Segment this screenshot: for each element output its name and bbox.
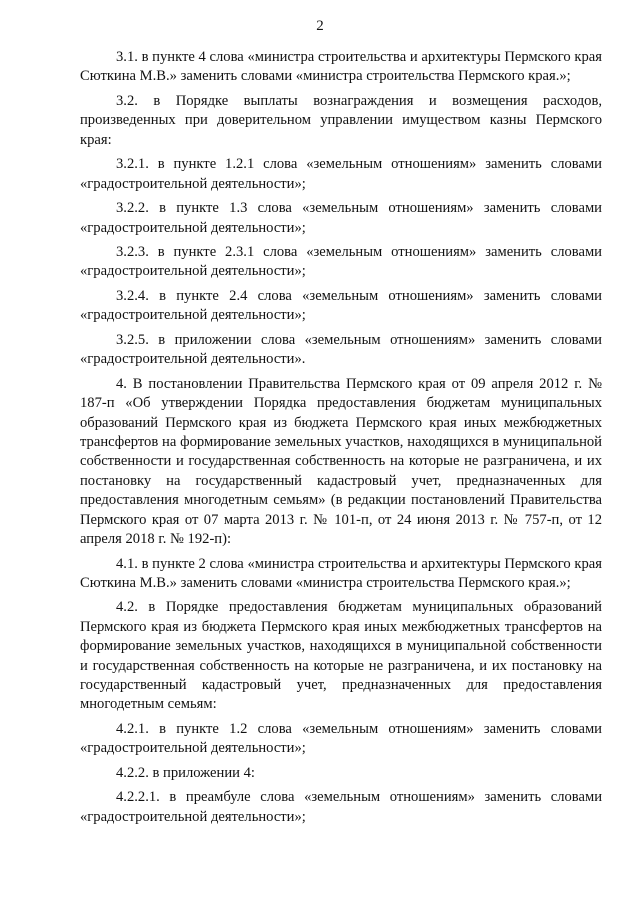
paragraph-3-2-4: 3.2.4. в пункте 2.4 слова «земельным отношениям» заменить словами «градостроительной деятельности»; (80, 287, 602, 324)
paragraph-3-2-1: 3.2.1. в пункте 1.2.1 слова «земельным отношениям» заменить словами «градостроительной деятельности»; (80, 156, 602, 192)
document-body (80, 48, 602, 832)
paragraph-4-2-2-1: 4.2.2.1. в преамбуле слова «земельным отношениям» заменить словами «градостроительной деятельности»; (80, 789, 602, 825)
paragraph-3-2-2: 3.2.2. в пункте 1.3 слова «земельным отношениям» заменить словами «градостроительной деятельности»; (80, 200, 602, 236)
paragraph-3-2-5: 3.2.5. в приложении слова «земельным отношениям» заменить словами «градостроительной деятельности». (80, 331, 602, 368)
paragraph-4-2-1: 4.2.1. в пункте 1.2 слова «земельным отношениям» заменить словами «градостроительной деятельности»; (80, 720, 602, 757)
paragraph-3-2-3: 3.2.3. в пункте 2.3.1 слова «земельным отношениям» заменить словами «градостроительной деятельности»; (80, 244, 602, 280)
paragraph-4-1: 4.1. в пункте 2 слова «министра строительства и архитектуры Пермского края Сюткина М.В.» заменить словами «министра строительства Пермского края.»; (80, 555, 602, 591)
page-number: 2 (316, 18, 324, 34)
paragraph-4-2: 4.2. в Порядке предоставления бюджетам муниципальных образований Пермского края из бюджета Пермского края иных межбюджетных трансфертов на формирование земельных участков, находящихся в муниципальной собственности и государственная собственность на которые не разграничена, и их постановку на государственный кадастровый учет, предназначенных для предоставления многодетным семьям: (80, 599, 602, 713)
paragraph-4-2-2: 4.2.2. в приложении 4: (116, 764, 255, 781)
paragraph-4: 4. В постановлении Правительства Пермского края от 09 апреля 2012 г. № 187-п «Об утверждении Порядка предоставления бюджетам муниципальных образований Пермского края из бюджета Пермского края иных межбюджетных трансфертов на формирование земельных участков, находящихся в муниципальной собственности и государственная собственность на которые не разграничена, и их постановку на государственный кадастровый учет, предназначенных для предоставления многодетным семьям» (в редакции постановлений Правительства Пермского края от 07 марта 2013 г. № 101-п, от 24 июня 2013 г. № 757-п, от 12 апреля 2018 г. № 192-п): (80, 375, 602, 547)
paragraph-3-1: 3.1. в пункте 4 слова «министра строительства и архитектуры Пермского края Сюткина М.В.» заменить словами «министра строительства Пермского края.»; (80, 49, 602, 85)
paragraph-3-2: 3.2. в Порядке выплаты вознаграждения и возмещения расходов, произведенных при доверительном управлении имуществом казны Пермского края: (80, 92, 602, 148)
